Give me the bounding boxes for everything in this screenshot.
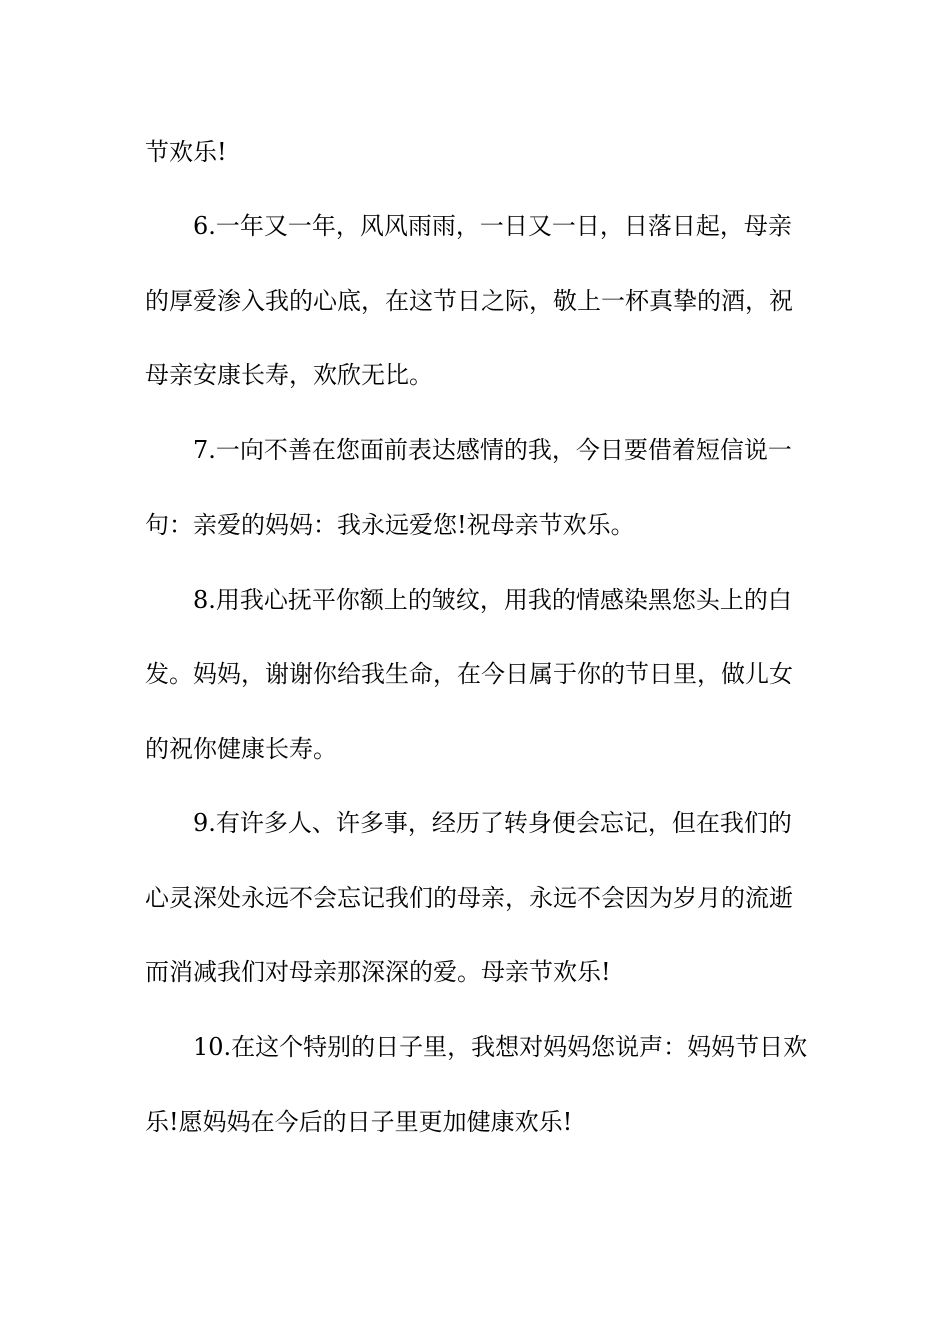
paragraph-10-line-2: 乐!愿妈妈在今后的日子里更加健康欢乐!	[145, 1108, 573, 1136]
paragraph-9-line-1: 9.有许多人、许多事，经历了转身便会忘记，但在我们的	[193, 809, 792, 837]
paragraph-7-line-2: 句：亲爱的妈妈：我永远爱您!祝母亲节欢乐。	[145, 511, 635, 539]
paragraph-6-line-3: 母亲安康长寿，欢欣无比。	[145, 361, 433, 389]
paragraph-8-line-1: 8.用我心抚平你额上的皱纹，用我的情感染黑您头上的白	[193, 586, 792, 614]
paragraph-7-line-1: 7.一向不善在您面前表达感情的我，今日要借着短信说一	[193, 436, 792, 464]
text-line: 节欢乐!	[145, 138, 227, 166]
paragraph-10-line-1: 10.在这个特别的日子里，我想对妈妈您说声：妈妈节日欢	[193, 1033, 808, 1061]
paragraph-9-line-3: 而消减我们对母亲那深深的爱。母亲节欢乐!	[145, 958, 611, 986]
paragraph-8-line-3: 的祝你健康长寿。	[145, 735, 337, 763]
paragraph-6-line-1: 6.一年又一年，风风雨雨，一日又一日，日落日起，母亲	[193, 212, 792, 240]
paragraph-6-line-2: 的厚爱渗入我的心底，在这节日之际，敬上一杯真挚的酒，祝	[145, 287, 793, 315]
paragraph-8-line-2: 发。妈妈，谢谢你给我生命，在今日属于你的节日里，做儿女	[145, 660, 793, 688]
paragraph-9-line-2: 心灵深处永远不会忘记我们的母亲，永远不会因为岁月的流逝	[145, 884, 793, 912]
